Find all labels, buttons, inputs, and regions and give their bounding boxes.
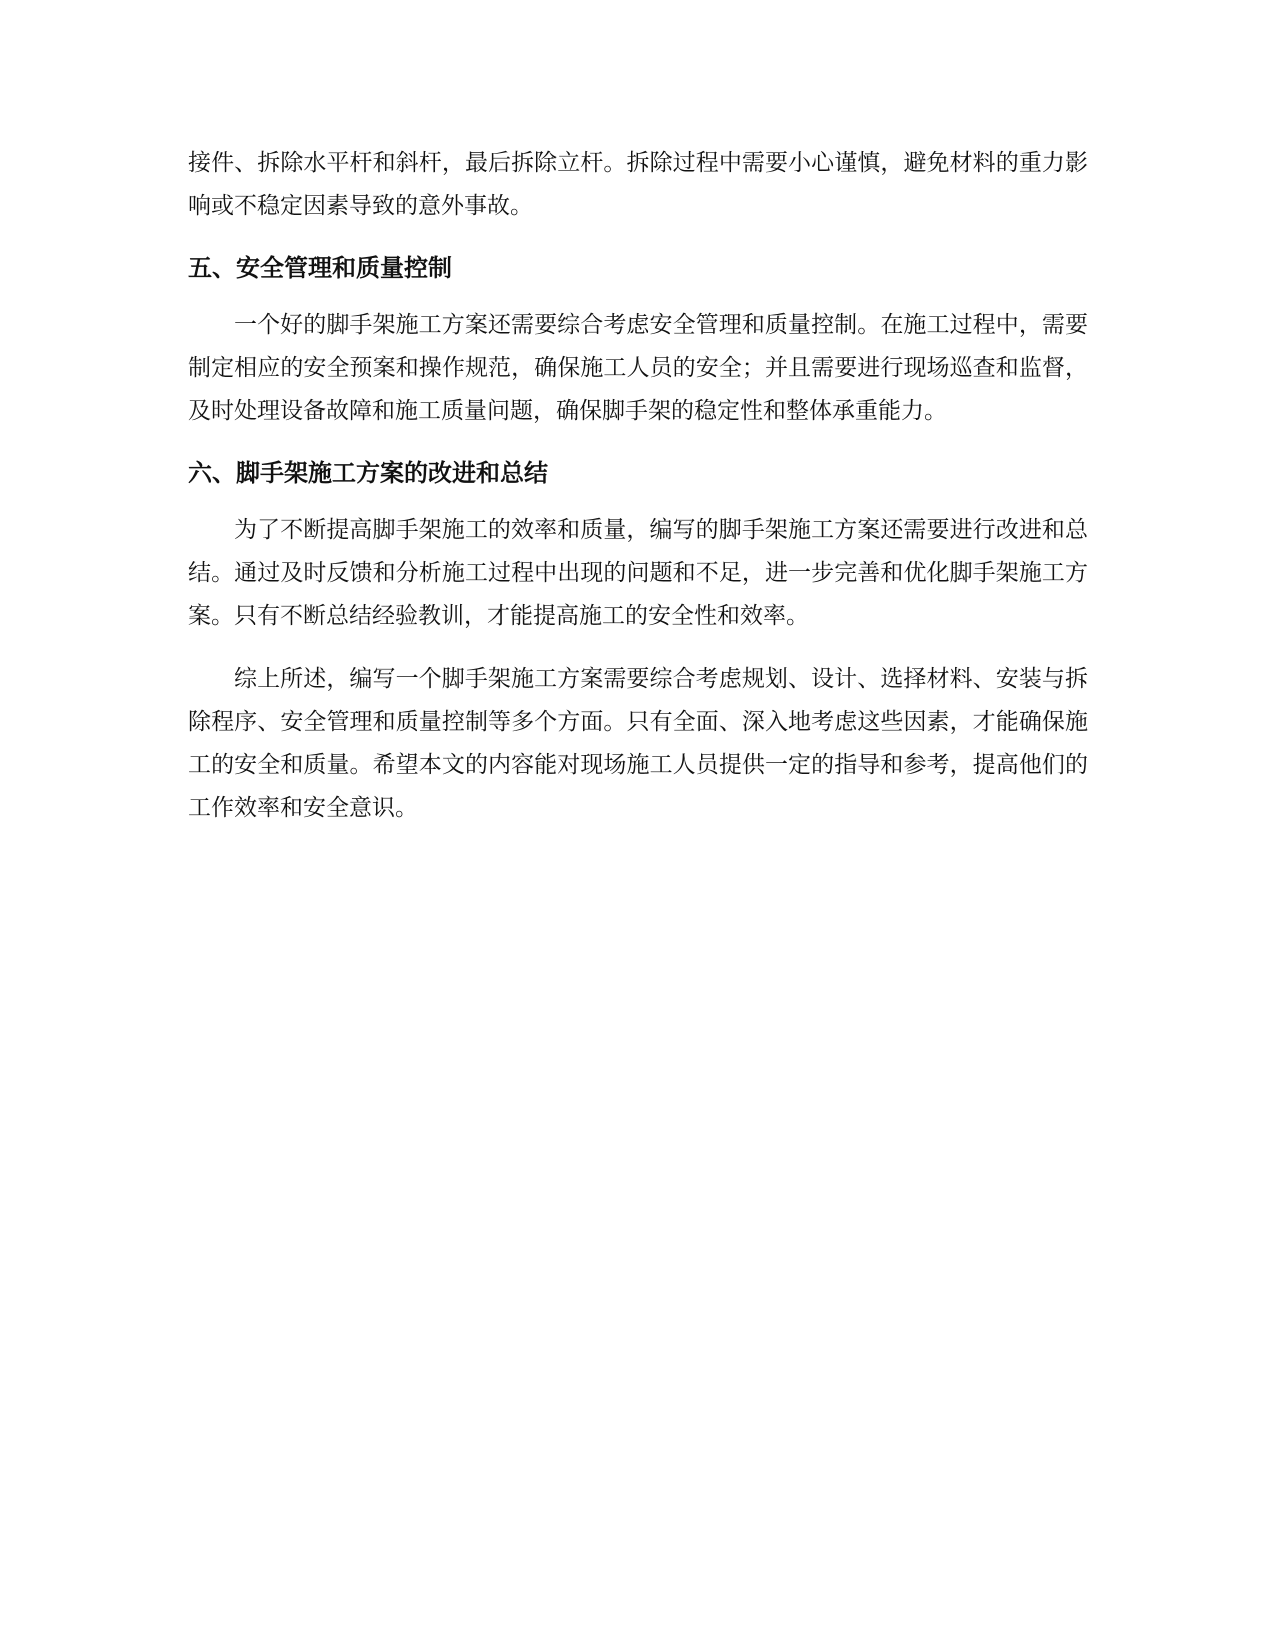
document-body bbox=[188, 142, 1088, 850]
section-6-paragraph: 为了不断提高脚手架施工的效率和质量，编写的脚手架施工方案还需要进行改进和总结。通过及时反馈和分析施工过程中出现的问题和不足，进一步完善和优化脚手架施工方案。只有不断总结经验教训，才能提高施工的安全性和效率。 bbox=[188, 517, 1088, 629]
section-6-heading: 六、脚手架施工方案的改进和总结 bbox=[188, 459, 548, 487]
conclusion-paragraph: 综上所述，编写一个脚手架施工方案需要综合考虑规划、设计、选择材料、安装与拆除程序、安全管理和质量控制等多个方面。只有全面、深入地考虑这些因素，才能确保施工的安全和质量。希望本文的内容能对现场施工人员提供一定的指导和参考，提高他们的工作效率和安全意识。 bbox=[188, 666, 1088, 821]
continued-paragraph: 接件、拆除水平杆和斜杆，最后拆除立杆。拆除过程中需要小心谨慎，避免材料的重力影响或不稳定因素导致的意外事故。 bbox=[188, 150, 1088, 219]
section-5-paragraph: 一个好的脚手架施工方案还需要综合考虑安全管理和质量控制。在施工过程中，需要制定相应的安全预案和操作规范，确保施工人员的安全；并且需要进行现场巡查和监督，及时处理设备故障和施工质量问题，确保脚手架的稳定性和整体承重能力。 bbox=[188, 312, 1088, 424]
section-5-heading: 五、安全管理和质量控制 bbox=[188, 254, 452, 282]
